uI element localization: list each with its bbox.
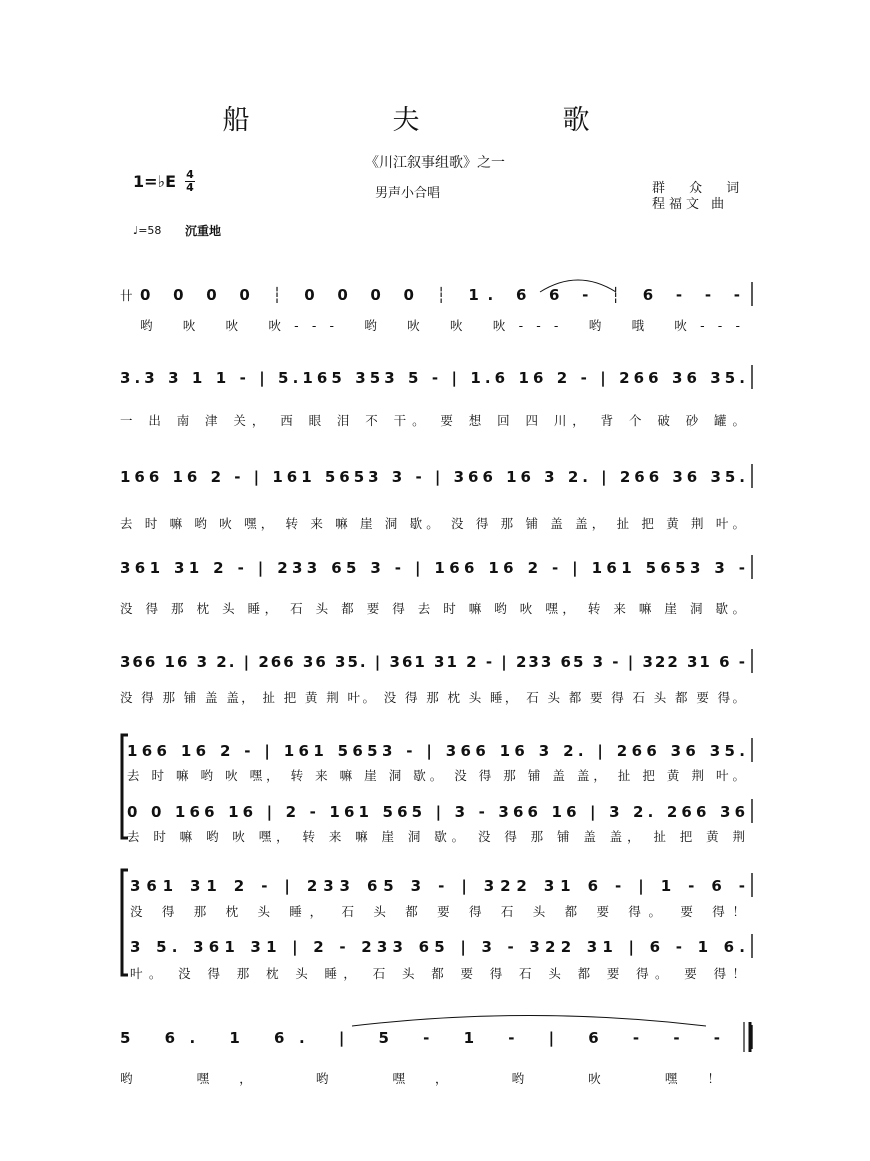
lyrics-system-6-upper: 去 时 嘛 哟 吙 嘿， 转 来 嘛 崖 洞 歇。 没 得 那 铺 盖 盖， 扯 把 黄 荆 叶。 [127,768,745,783]
expression-marking: 沉重地 [185,224,222,238]
meter-numerator: 4 [186,168,194,181]
lyrics-system-8: 哟 嘿， 哟 嘿， 哟 吙 嘿！ [120,1071,720,1086]
notes-system-4: 361 31 2 - | 233 65 3 - | 166 16 2 - | 161 5653 3 - [120,559,745,577]
final-slur [352,1016,706,1027]
notes-system-5: 366 16 3 2. | 266 36 35. | 361 31 2 - | 233 65 3 - | 322 31 6 - [120,653,746,671]
notes-system-7-lower: 3 5. 361 31 | 2 - 233 65 | 3 - 322 31 | 6 - 1 6. [130,938,745,956]
lyrics-system-4: 没 得 那 枕 头 睡， 石 头 都 要 得 去 时 嘛 哟 吙 嘿， 转 来 嘛 崖 洞 歇。 [120,601,745,616]
lyricist-credit: 群 众 词 [652,181,750,196]
meter-denominator: 4 [186,181,194,194]
notes-system-6-lower: 0 0 166 16 | 2 - 161 565 | 3 - 366 16 | 3 2. 266 36 [127,803,746,821]
lyrics-system-1: 哟 吙 吙 吙--- 哟 吙 吙 吙--- 哟 哦 吙--- [140,318,740,333]
notes-system-8: 5 6. 1 6. | 5 - 1 - | 6 - - - [120,1029,720,1047]
song-title: 船 夫 歌 [222,105,648,136]
notes-system-2: 3.3 3 1 1 - | 5.165 353 5 - | 1.6 16 2 - | 266 36 35. [120,369,746,387]
lyrics-system-7-upper: 没 得 那 枕 头 睡， 石 头 都 要 得 石 头 都 要 得。 要 得！ [130,904,745,919]
song-subtitle: 《川江叙事组歌》之一 [365,155,505,171]
notes-system-6-upper: 166 16 2 - | 161 5653 - | 366 16 3 2. | 266 36 35. [127,742,746,760]
notes-system-7-upper: 361 31 2 - | 233 65 3 - | 322 31 6 - | 1 - 6 - [130,877,746,895]
system-bracket-2 [122,870,128,975]
composer-credit: 程福文 曲 [652,197,729,212]
notes-system-3: 166 16 2 - | 161 5653 3 - | 366 16 3 2. | 266 36 35. [120,468,745,486]
lyrics-system-6-lower: 去 时 嘛 哟 吙 嘿， 转 来 嘛 崖 洞 歇。 没 得 那 铺 盖 盖， 扯 把 黄 荆 [127,829,745,844]
voicing-label: 男声小合唱 [375,186,441,201]
key-signature: 1=♭E [133,172,177,191]
lyrics-system-5: 没 得 那 铺 盖 盖， 扯 把 黄 荆 叶。 没 得 那 枕 头 睡， 石 头 都 要 得 石 头 都 要 得。 [120,690,745,705]
breath-mark: 卄 [120,288,133,303]
notes-system-1: 0 0 0 0 ┆ 0 0 0 0 ┆ 1. 6 6 - ┆ 6 - - - [140,286,741,304]
tempo-marking: ♩=58 [133,224,162,237]
lyrics-system-2: 一 出 南 津 关， 西 眼 泪 不 干。 要 想 回 四 川， 背 个 破 砂 罐。 [120,413,745,428]
lyrics-system-7-lower: 叶。 没 得 那 枕 头 睡， 石 头 都 要 得 石 头 都 要 得。 要 得！ [130,966,745,981]
lyrics-system-3: 去 时 嘛 哟 吙 嘿， 转 来 嘛 崖 洞 歇。 没 得 那 铺 盖 盖， 扯 把 黄 荆 叶。 [120,516,745,531]
